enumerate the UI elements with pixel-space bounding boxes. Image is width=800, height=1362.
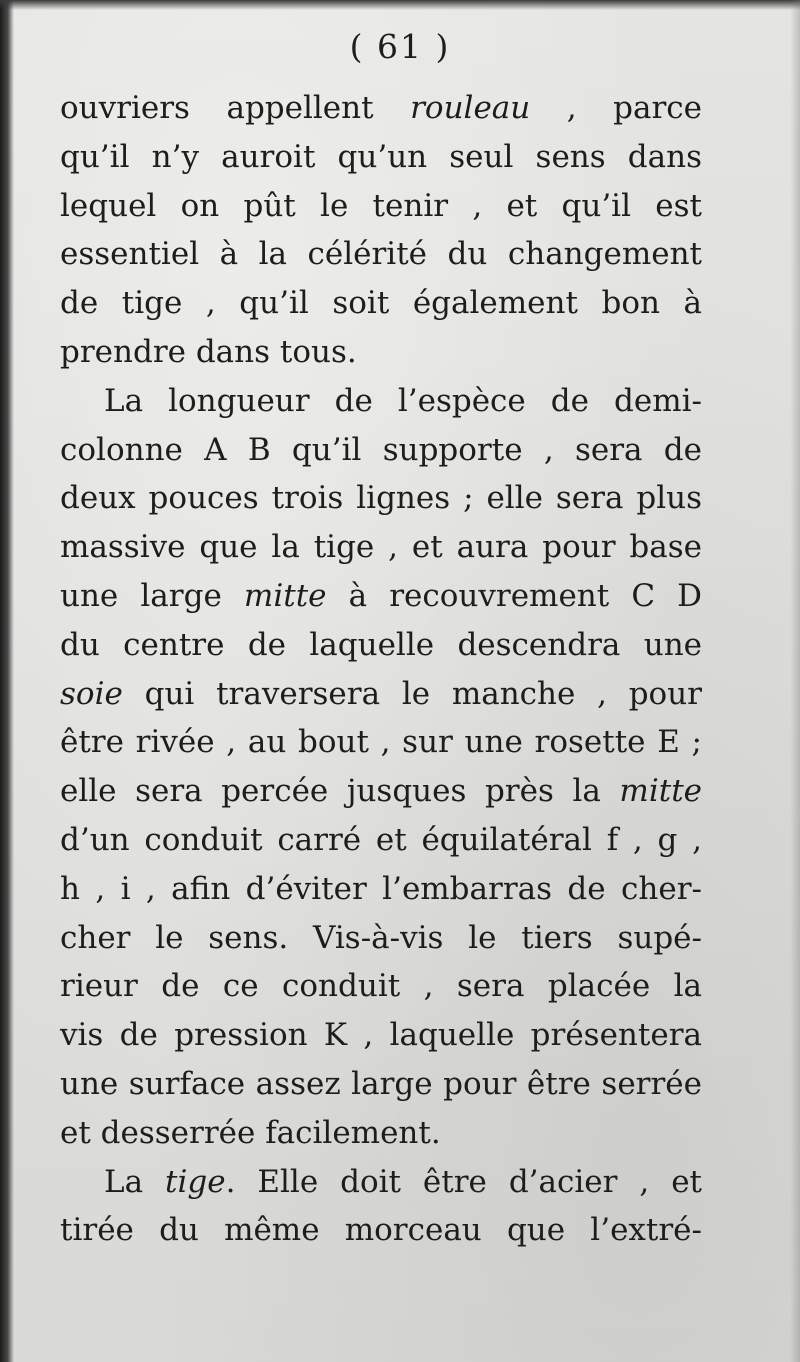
text-run: une surface assez large pour être serrée — [60, 1065, 702, 1102]
text-run: qu’il n’y auroit qu’un seul sens dans — [60, 138, 702, 175]
text-run: colonne A B qu’il supporte , sera de — [60, 431, 702, 468]
body-text — [60, 84, 702, 1255]
text-line — [60, 767, 702, 816]
text-run: La longueur de l’espèce de demi- — [104, 382, 702, 419]
text-line — [60, 182, 702, 231]
text-run: ouvriers appellent — [60, 90, 411, 126]
text-run: une large — [60, 577, 244, 614]
text-run: vis de pression K , laquelle présentera — [60, 1017, 702, 1054]
text-run: qui traversera le manche , pour — [122, 675, 702, 712]
text-line — [60, 816, 702, 865]
text-line — [60, 621, 702, 670]
italic-term: mitte — [619, 773, 702, 810]
text-run: massive que la tige , et aura pour base — [60, 529, 702, 566]
text-run: d’un conduit carré et équilatéral f , g , — [60, 821, 702, 858]
text-run: de tige , qu’il soit également bon à — [60, 285, 702, 322]
page-edge-shadow-top — [0, 0, 800, 10]
italic-term: rouleau — [410, 90, 531, 126]
text-run: h , i , afin d’éviter l’embarras de cher- — [60, 870, 702, 907]
text-line — [60, 474, 702, 523]
text-run: à recouvrement C D — [326, 577, 703, 614]
text-run: être rivée , au bout , sur une rosette E ; — [60, 724, 702, 761]
text-run: cher le sens. Vis-à-vis le tiers supé- — [60, 919, 702, 956]
page-edge-shadow-right — [790, 0, 800, 1362]
text-line — [60, 377, 702, 426]
italic-term: tige — [165, 1163, 226, 1200]
text-line — [60, 670, 702, 719]
text-line — [60, 865, 702, 914]
text-run: tirée du même morceau que l’extré- — [60, 1212, 702, 1249]
text-line — [60, 84, 702, 133]
text-run: prendre dans tous. — [60, 333, 357, 370]
text-line — [60, 426, 702, 475]
text-run: , parce — [530, 90, 702, 126]
text-line — [60, 279, 702, 328]
text-line — [60, 133, 702, 182]
text-line — [60, 1011, 702, 1060]
text-run: essentiel à la célérité du changement — [60, 236, 702, 273]
page-number: ( 61 ) — [349, 27, 451, 66]
text-run: La — [104, 1163, 166, 1200]
text-line — [60, 1206, 702, 1255]
text-line — [60, 1158, 702, 1207]
text-run: deux pouces trois lignes ; elle sera plus — [60, 480, 702, 517]
text-line — [60, 328, 702, 377]
text-line — [60, 1060, 702, 1109]
italic-term: soie — [60, 675, 123, 712]
text-run: rieur de ce conduit , sera placée la — [60, 968, 702, 1005]
text-line — [60, 718, 702, 767]
text-line — [60, 572, 702, 621]
page-edge-shadow-left — [0, 0, 14, 1362]
text-run: . Elle doit être d’acier , et — [225, 1163, 702, 1200]
text-run: lequel on pût le tenir , et qu’il est — [60, 187, 702, 224]
text-run: du centre de laquelle descendra une — [60, 626, 702, 663]
text-run: elle sera percée jusques près la — [60, 773, 620, 810]
text-line — [60, 523, 702, 572]
text-line — [60, 230, 702, 279]
text-line — [60, 1109, 702, 1158]
italic-term: mitte — [243, 577, 327, 614]
text-run: et desserrée facilement. — [60, 1114, 441, 1151]
text-line — [60, 962, 702, 1011]
text-line — [60, 914, 702, 963]
